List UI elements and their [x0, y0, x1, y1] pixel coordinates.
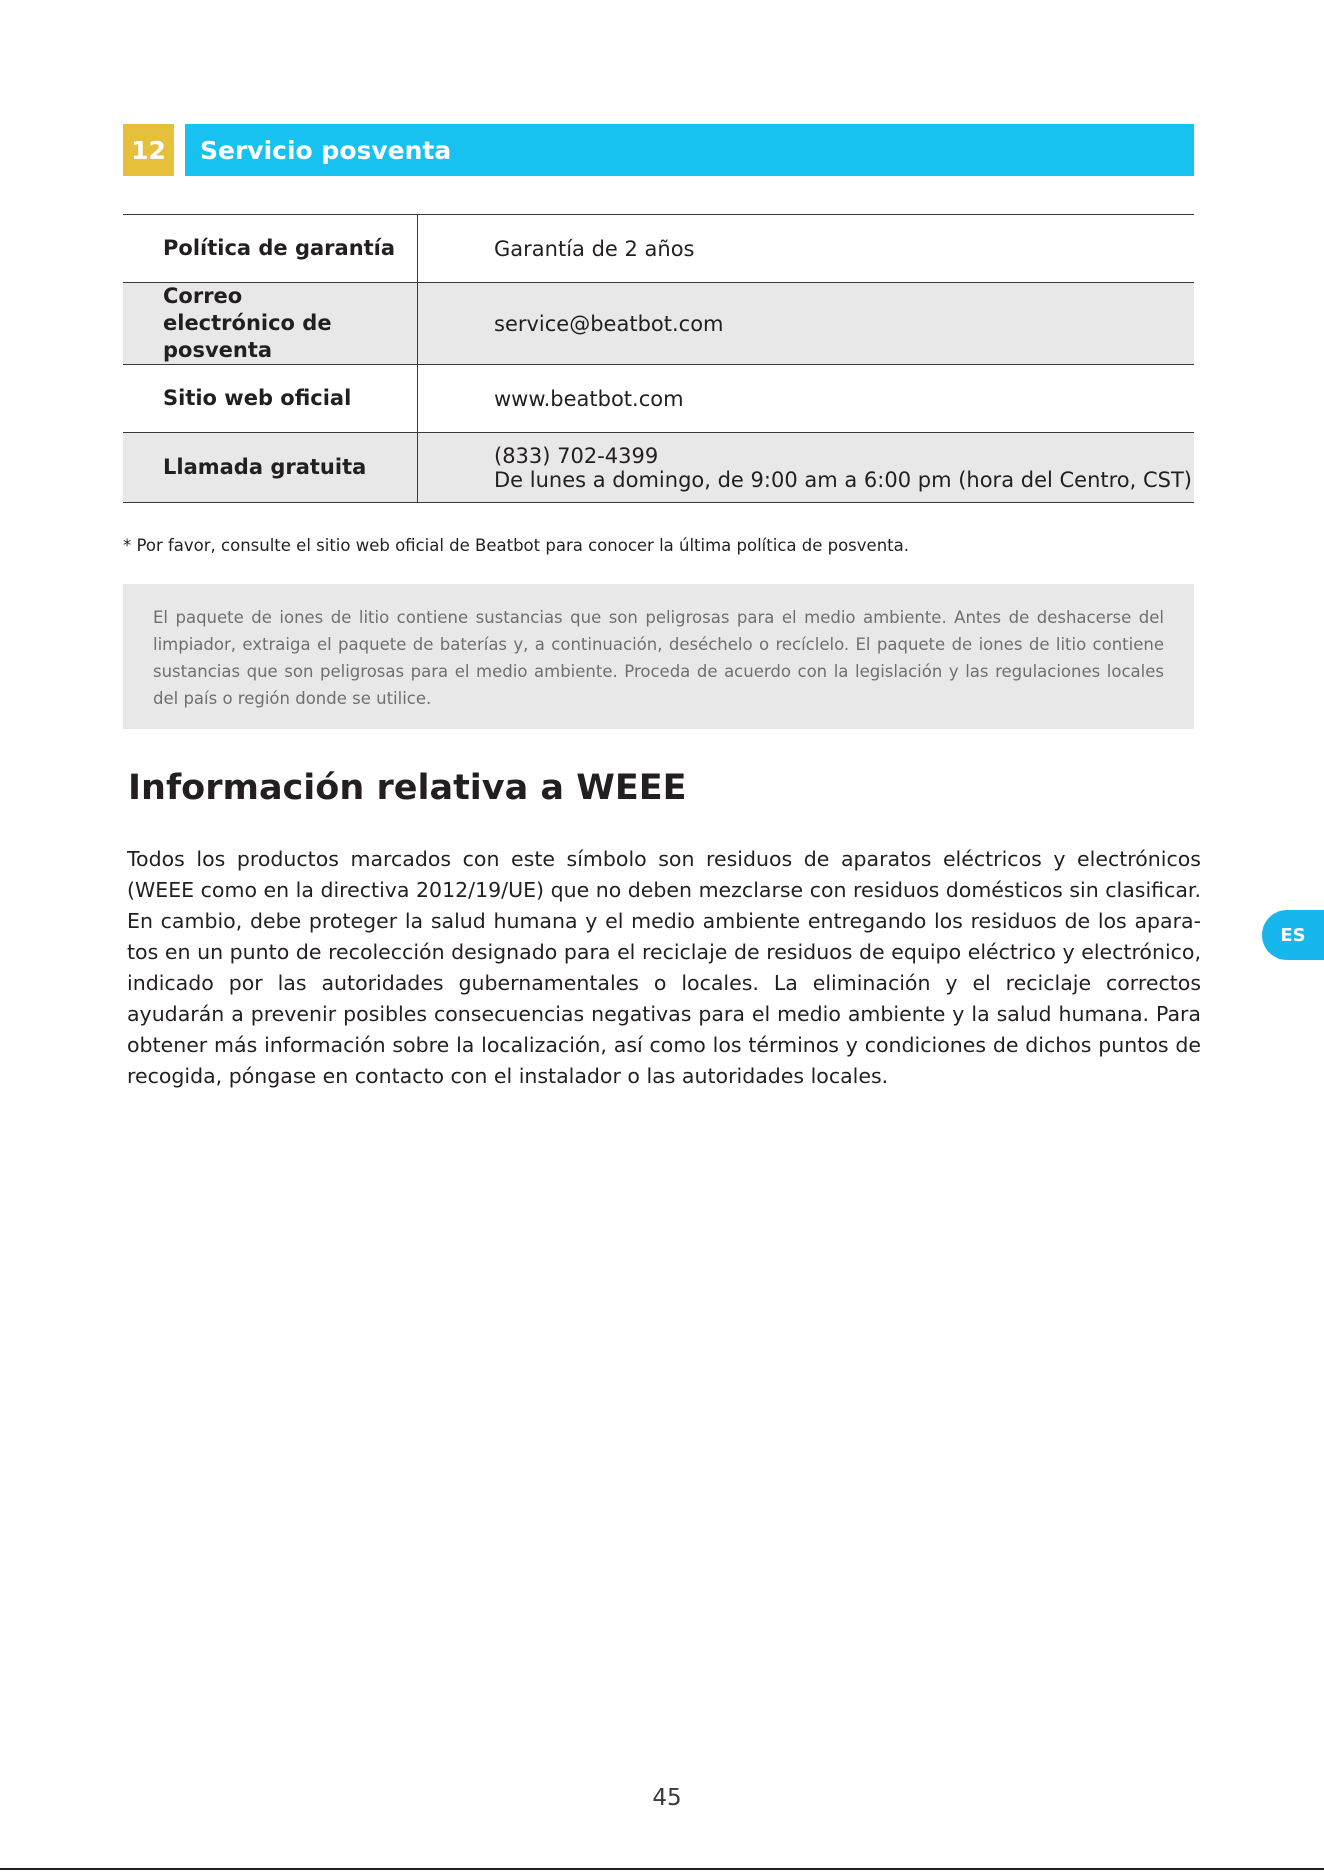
- section-number: 12: [123, 124, 174, 176]
- email-label-text: Correo electrónico de posventa: [163, 284, 332, 362]
- email-value[interactable]: service@beatbot.com: [418, 283, 1195, 365]
- website-value[interactable]: www.beatbot.com: [418, 365, 1195, 433]
- email-label: [123, 283, 418, 365]
- table-row: [123, 365, 1194, 433]
- phone-value: [418, 433, 1195, 503]
- warranty-value: Garantía de 2 años: [418, 215, 1195, 283]
- phone-label: Llamada gratuita: [123, 433, 418, 503]
- section-title: Servicio posventa: [185, 124, 1194, 176]
- weee-body: Todos los productos marcados con este símbolo son residuos de aparatos eléctricos y electrónicos (WEEE como en la directiva 2012/19/UE) que no deben mezclarse con residuos domésticos sin clasificar. En cambio, debe proteger la salud humana y el medio ambiente entregando los residuos de los aparatos en un punto de recolección designado para el reciclaje de residuos de equipo eléctrico y electrónico, indicado por las autoridades gubernamentales o locales. La eliminación y el reciclaje correctos ayudarán a prevenir posibles consecuencias negativas para el medio ambiente y la salud humana. Para obtener más información sobre la localización, así como los términos y condiciones de dichos puntos de recogida, póngase en contacto con el instalador o las autoridades locales.: [127, 847, 1201, 1088]
- table-row: [123, 283, 1194, 365]
- phone-number: (833) 702-4399: [494, 443, 659, 468]
- phone-hours: De lunes a domingo, de 9:00 am a 6:00 pm (hora del Centro, CST): [494, 467, 1193, 492]
- service-table: [123, 214, 1194, 503]
- warranty-label: Política de garantía: [123, 215, 418, 283]
- battery-warning-box: [123, 584, 1194, 729]
- table-row: [123, 215, 1194, 283]
- battery-warning-text: El paquete de iones de litio contiene sustancias que son peligrosas para el medio ambiente. Antes de deshacerse del limpiador, extraiga el paquete de baterías y, a continuación, deséchelo o recíclelo. El paquete de iones de litio contiene sustancias que son peligrosas para el medio ambiente. Proceda de acuerdo con la legislación y las regulaciones locales del país o región donde se utilice.: [153, 608, 1164, 708]
- weee-heading: Información relativa a WEEE: [128, 768, 687, 808]
- page-number: 45: [652, 1785, 682, 1811]
- website-label: Sitio web oficial: [123, 365, 418, 433]
- bottom-divider: [0, 1868, 1324, 1870]
- language-tab: ES: [1262, 910, 1324, 960]
- table-row: [123, 433, 1194, 503]
- policy-note: * Por favor, consulte el sitio web oficial de Beatbot para conocer la última política de posventa.: [123, 536, 909, 555]
